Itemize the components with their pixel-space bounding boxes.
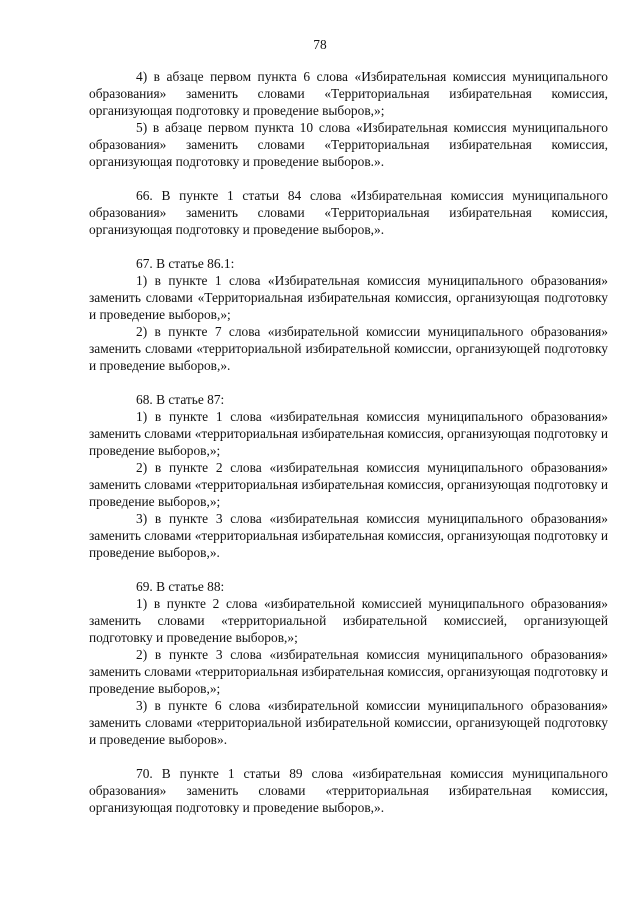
paragraph: 70. В пункте 1 статьи 89 слова «избирательная комиссия муниципального образования» заменить словами «территориальная избирательная комиссия, организующая подготовку и проведение выборов,». — [89, 766, 608, 815]
paragraph: 66. В пункте 1 статьи 84 слова «Избирательная комиссия муниципального образования» заменить словами «Территориальная избирательная комиссия, организующая подготовку и проведение выборов,». — [89, 188, 608, 237]
section-heading: 68. В статье 87: — [136, 392, 225, 407]
paragraph: 3) в пункте 3 слова «избирательная комиссия муниципального образования» заменить словами «территориальная избирательная комиссия, организующая подготовку и проведение выборов,». — [89, 511, 608, 560]
paragraph: 2) в пункте 7 слова «избирательной комиссии муниципального образования» заменить словами «территориальной избирательной комиссии, организующей подготовку и проведение выборов,». — [89, 324, 608, 373]
section-69 — [89, 578, 608, 748]
section-66 — [89, 187, 608, 238]
paragraph: 1) в пункте 2 слова «избирательной комиссией муниципального образования» заменить словами «территориальной избирательной комиссией, организующей подготовку и проведение выборов,»; — [89, 596, 608, 645]
paragraph: 1) в пункте 1 слова «Избирательная комиссия муниципального образования» заменить словами «Территориальная избирательная комиссия, организующая подготовку и проведение выборов,»; — [89, 273, 608, 322]
section-68 — [89, 391, 608, 561]
paragraph: 2) в пункте 3 слова «избирательная комиссия муниципального образования» заменить словами «территориальная избирательная комиссия, организующая подготовку и проведение выборов,»; — [89, 647, 608, 696]
paragraph: 5) в абзаце первом пункта 10 слова «Избирательная комиссия муниципального образования» заменить словами «Территориальная избирательная комиссия, организующая подготовку и проведение выборов.». — [89, 120, 608, 169]
section-67 — [89, 255, 608, 374]
section-70 — [89, 765, 608, 816]
section-amendments-4-5 — [89, 68, 608, 170]
paragraph: 4) в абзаце первом пункта 6 слова «Избирательная комиссия муниципального образования» заменить словами «Территориальная избирательная комиссия, организующая подготовку и проведение выборов,»; — [89, 69, 608, 118]
paragraph: 2) в пункте 2 слова «избирательная комиссия муниципального образования» заменить словами «территориальная избирательная комиссия, организующая подготовку и проведение выборов,»; — [89, 460, 608, 509]
section-heading: 67. В статье 86.1: — [136, 256, 235, 271]
section-heading: 69. В статье 88: — [136, 579, 225, 594]
page-number: 78 — [313, 37, 327, 52]
paragraph: 1) в пункте 1 слова «избирательная комиссия муниципального образования» заменить словами «территориальная избирательная комиссия, организующая подготовку и проведение выборов,»; — [89, 409, 608, 458]
paragraph: 3) в пункте 6 слова «избирательной комиссии муниципального образования» заменить словами «территориальной избирательной комиссии, организующей подготовку и проведение выборов». — [89, 698, 608, 747]
